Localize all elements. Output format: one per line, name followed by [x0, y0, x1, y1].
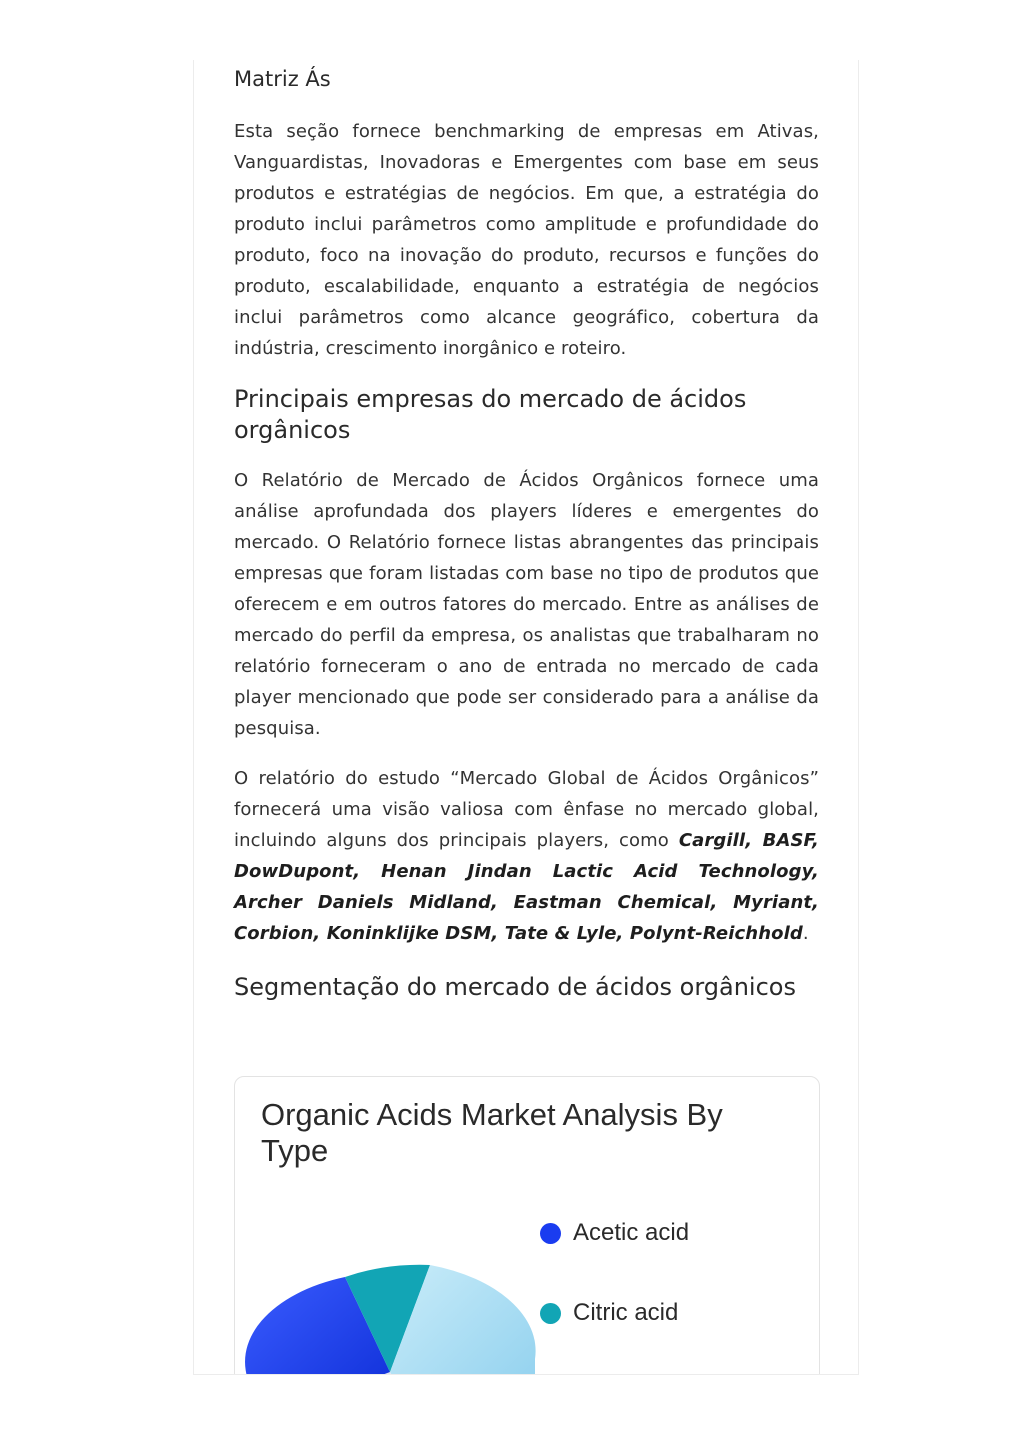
chart-title: Organic Acids Market Analysis By Type [261, 1097, 723, 1168]
section-heading-principais-empresas: Principais empresas do mercado de ácidos orgânicos [234, 385, 747, 444]
pie-chart-3d [235, 1247, 820, 1375]
legend-swatch-acetic-acid [540, 1223, 561, 1244]
legend-label-citric-acid: Citric acid [573, 1299, 679, 1326]
article-content [234, 60, 819, 1003]
section-title-matriz: Matriz Ás [234, 67, 331, 91]
section-heading-segmentacao: Segmentação do mercado de ácidos orgânicos [234, 973, 796, 1001]
key-players-list: Cargill, BASF, DowDupont, Henan Jindan Lactic Acid Technology, Archer Daniels Midland, Eastman Chemical, Myriant, Corbion, Koninklijke DSM, Tate & Lyle, Polynt-Reichhold [234, 830, 819, 944]
article-card [193, 60, 859, 1375]
matriz-paragraph: Esta seção fornece benchmarking de empresas em Ativas, Vanguardistas, Inovadoras e Emergentes com base em seus produtos e estratégias de negócios. Em que, a estratégia do produto inclui parâmetros como amplitude e profundidade do produto, foco na inovação do produto, recursos e funções do produto, escalabilidade, enquanto a estratégia de negócios inclui parâmetros como alcance geográfico, cobertura da indústria, crescimento inorgânico e roteiro. [234, 121, 819, 359]
legend-item-acetic-acid [540, 1219, 689, 1247]
legend-label-acetic-acid: Acetic acid [573, 1219, 690, 1246]
paragraph-2-intro: O relatório do estudo “Mercado Global de Ácidos Orgânicos” fornecerá uma visão valiosa com ênfase no mercado global, incluindo alguns dos principais players, como [234, 768, 819, 851]
principais-empresas-paragraph-1: O Relatório de Mercado de Ácidos Orgânicos fornece uma análise aprofundada dos players líderes e emergentes do mercado. O Relatório fornece listas abrangentes das principais empresas que foram listadas com base no tipo de produtos que oferecem e em outros fatores do mercado. Entre as análises de mercado do perfil da empresa, os analistas que trabalharam no relatório forneceram o ano de entrada no mercado de cada player mencionado que pode ser considerado para a análise da pesquisa. [234, 470, 819, 739]
principais-empresas-paragraph-2 [234, 763, 819, 949]
chart-image-card [234, 1076, 820, 1375]
paragraph-2-end: . [802, 923, 809, 944]
